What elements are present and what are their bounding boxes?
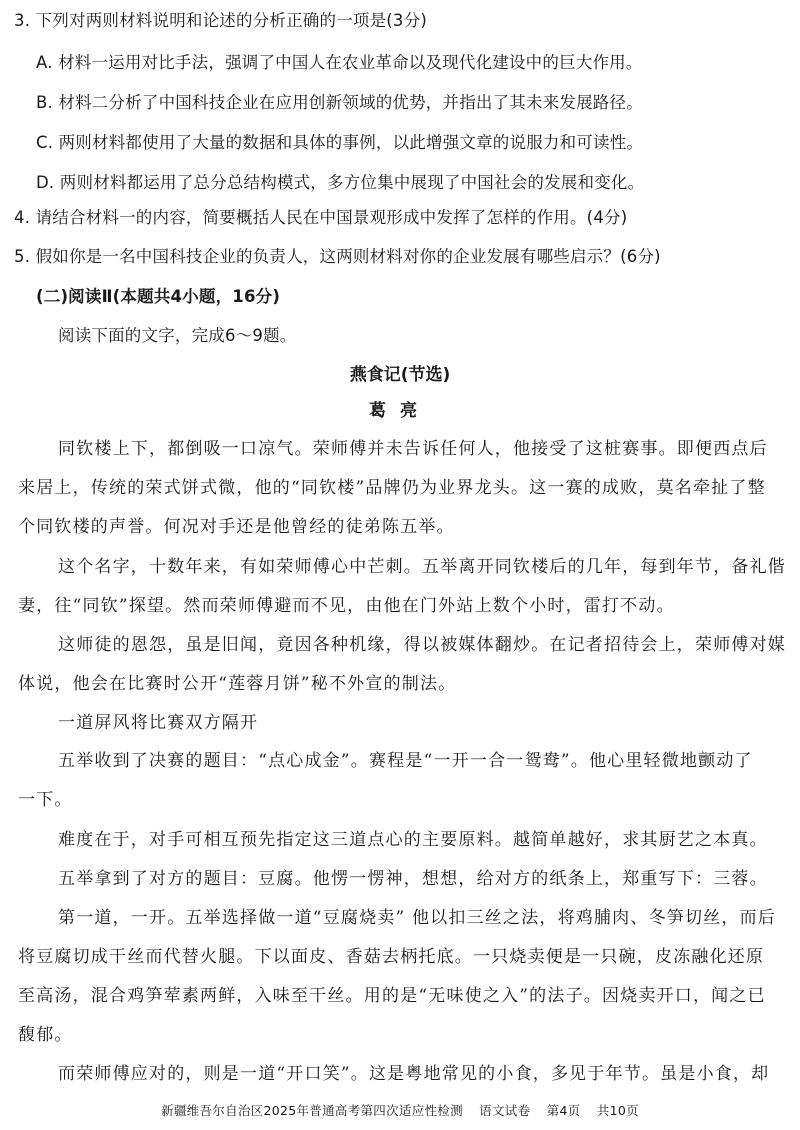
article-line-8: 一道屏风将比赛双方隔开 [58,713,259,733]
article-title: 燕食记(节选) [349,365,451,385]
question-3-option-a: A. 材料一运用对比手法，强调了中国人在农业革命以及现代化建设中的巨大作用。 [36,53,643,72]
footer-page-number: 第4页 [546,1103,581,1118]
reading-instruction: 阅读下面的文字，完成6～9题。 [58,326,297,345]
article-line-12: 五举拿到了对方的题目：豆腐。他愣一愣神，想想，给对方的纸条上，郑重写下：三蓉。 [58,869,768,889]
article-line-11: 难度在于，对手可相互预先指定这三道点心的主要原料。越简单越好，求其厨艺之本真。 [58,830,768,850]
question-5: 5. 假如你是一名中国科技企业的负责人，这两则材料对你的企业发展有哪些启示？(6分) [14,247,661,266]
article-line-3: 个同钦楼的声誉。何况对手还是他曾经的徒弟陈五举。 [18,517,455,537]
article-line-13: 第一道，一开。五举选择做一道“豆腐烧卖” 他以扣三丝之法，将鸡脯肉、冬笋切丝，而后 [58,908,776,928]
footer-subject: 语文试卷 [479,1103,531,1118]
article-line-1: 同钦楼上下，都倒吸一口凉气。荣师傅并未告诉任何人，他接受了这桩赛事。即便西点后 [58,439,768,459]
footer-total-pages: 共10页 [596,1103,639,1118]
article-line-2: 来居上，传统的荣式饼式微，他的“同钦楼”品牌仍为业界龙头。这一赛的成败，莫名牵扯了整 [18,478,766,498]
article-line-7: 体说，他会在比赛时公开“莲蓉月饼”秘不外宣的制法。 [18,674,457,694]
article-line-6: 这师徒的恩怨，虽是旧闻，竟因各种机缘，得以被媒体翻炒。在记者招待会上，荣师傅对媒 [58,635,786,655]
section-heading: (二)阅读Ⅱ(本题共4小题，16分) [36,287,281,306]
footer-exam-name: 新疆维吾尔自治区2025年普通高考第四次适应性检测 [161,1103,463,1118]
question-4: 4. 请结合材料一的内容，简要概括人民在中国景观形成中发挥了怎样的作用。(4分) [14,208,628,227]
article-line-10: 一下。 [18,790,73,810]
question-3-option-d: D. 两则材料都运用了总分总结构模式，多方位集中展现了中国社会的发展和变化。 [36,173,645,192]
question-3-option-c: C. 两则材料都使用了大量的数据和具体的事例，以此增强文章的说服力和可读性。 [36,133,644,152]
article-line-14: 将豆腐切成干丝而代替火腿。下以面皮、香菇去柄托底。一只烧卖便是一只碗，皮冻融化还原 [18,947,765,967]
article-line-4: 这个名字，十数年来，有如荣师傅心中芒刺。五举离开同钦楼后的几年，每到年节，备礼偕 [58,557,786,577]
page-footer [0,1102,800,1120]
question-3-option-b: B. 材料二分析了中国科技企业在应用创新领域的优势，并指出了其未来发展路径。 [36,93,643,112]
article-line-15: 至高汤，混合鸡笋荤素两鲜，入味至干丝。用的是“无味使之入”的法子。因烧卖开口，闻之已 [18,986,766,1006]
article-line-16: 馥郁。 [18,1025,73,1045]
question-3-stem: 3. 下列对两则材料说明和论述的分析正确的一项是(3分) [14,11,427,30]
article-line-17: 而荣师傅应对的，则是一道“开口笑”。这是粤地常见的小食，多见于年节。虽是小食，却 [58,1064,770,1084]
article-line-9: 五举收到了决赛的题目：“点心成金”。赛程是“一开一合一鸳鸯”。他心里轻微地颤动了 [58,751,753,771]
article-line-5: 妻，往“同钦”探望。然而荣师傅避而不见，由他在门外站上数个小时，雷打不动。 [18,596,675,616]
article-author: 葛亮 [369,401,431,421]
